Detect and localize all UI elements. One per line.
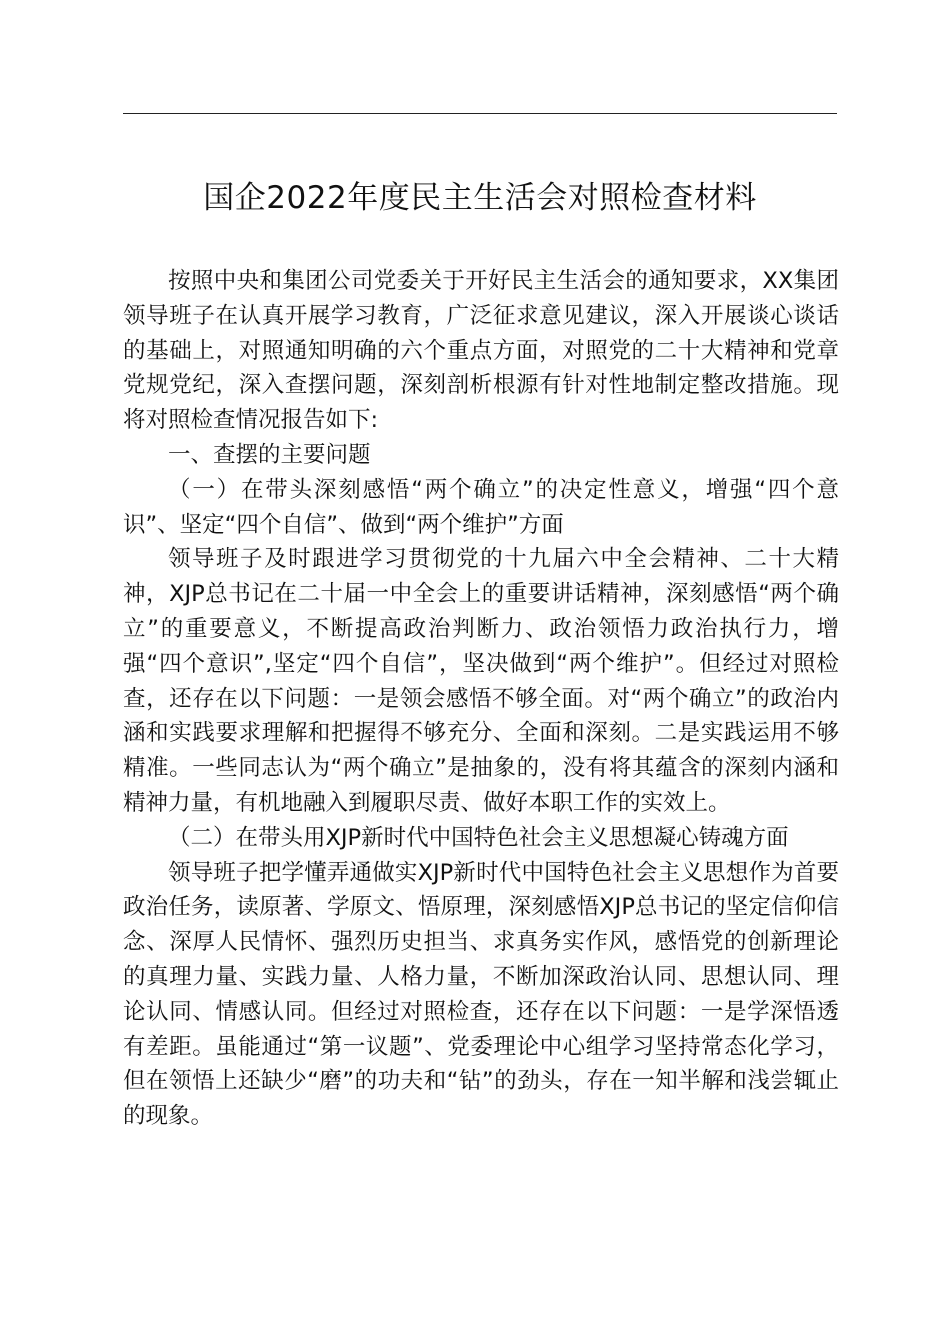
section-heading-problems: 一、查摆的主要问题	[168, 441, 371, 468]
header-rule	[123, 113, 837, 114]
subsection-2-body: 领导班子把学懂弄通做实XJP新时代中国特色社会主义思想作为首要政治任务，读原著、学原文、悟原理，深刻感悟XJP总书记的坚定信仰信念、深厚人民情怀、强烈历史担当、求真务实作风，感悟党的创新理论的真理力量、实践力量、人格力量，不断加深政治认同、思想认同、理论认同、情感认同。但经过对照检查，还存在以下问题：一是学深悟透有差距。虽能通过“第一议题”、党委理论中心组学习坚持常态化学习，但在领悟上还缺少“磨”的功夫和“钻”的劲头，存在一知半解和浅尝辄止的现象。	[123, 859, 839, 1130]
document-body	[123, 264, 839, 1134]
subsection-heading-2: （二）在带头用XJP新时代中国特色社会主义思想凝心铸魂方面	[168, 824, 789, 851]
subsection-heading-1: （一）在带头深刻感悟“两个确立”的决定性意义，增强“四个意识”、坚定“四个自信”、做到“两个维护”方面	[123, 476, 839, 538]
intro-paragraph: 按照中央和集团公司党委关于开好民主生活会的通知要求，XX集团领导班子在认真开展学习教育，广泛征求意见建议，深入开展谈心谈话的基础上，对照通知明确的六个重点方面，对照党的二十大精神和党章党规党纪，深入查摆问题，深刻剖析根源有针对性地制定整改措施。现将对照检查情况报告如下:	[123, 268, 839, 434]
document-title: 国企2022年度民主生活会对照检查材料	[203, 180, 757, 216]
subsection-1-body: 领导班子及时跟进学习贯彻党的十九届六中全会精神、二十大精神，XJP总书记在二十届一中全会上的重要讲话精神，深刻感悟“两个确立”的重要意义，不断提高政治判断力、政治领悟力政治执行力，增强“四个意识”,坚定“四个自信”，坚决做到“两个维护”。但经过对照检查，还存在以下问题：一是领会感悟不够全面。对“两个确立”的政治内涵和实践要求理解和把握得不够充分、全面和深刻。二是实践运用不够精准。一些同志认为“两个确立”是抽象的，没有将其蕴含的深刻内涵和精神力量，有机地融入到履职尽责、做好本职工作的实效上。	[123, 546, 839, 816]
